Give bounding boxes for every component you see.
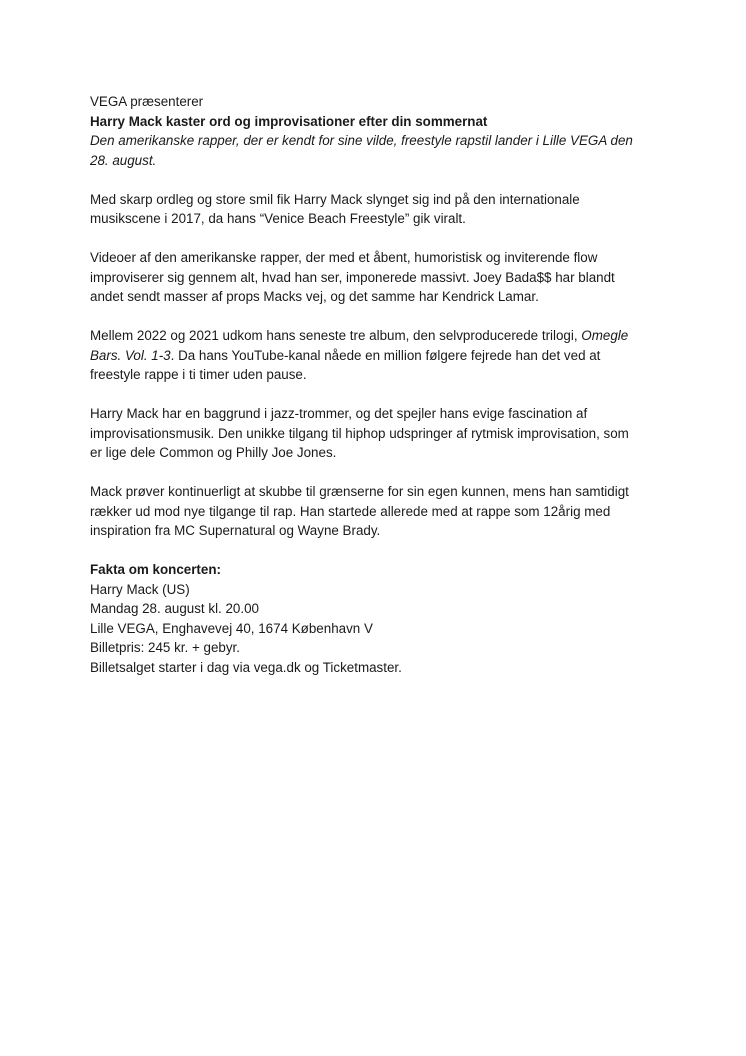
paragraph-4-line-1: Harry Mack har en baggrund i jazz-trommer, og det spejler hans evige fascination af [90, 406, 588, 421]
facts-date: Mandag 28. august kl. 20.00 [90, 601, 259, 616]
paragraph-4 [90, 404, 665, 463]
paragraph-3-line-1 [90, 326, 665, 346]
subheadline-line-1: Den amerikanske rapper, der er kendt for sine vilde, freestyle rapstil lander i Lille VEGA den [90, 133, 633, 148]
paragraph-4-line-2: improvisationsmusik. Den unikke tilgang til hiphop udspringer af rytmisk improvisation, som [90, 425, 629, 441]
presenter-line: VEGA præsenterer [90, 94, 204, 109]
paragraph-4-line-3: er lige dele Common og Philly Joe Jones. [90, 445, 337, 460]
paragraph-2-line-3: andet sendt masser af props Macks vej, og det samme har Kendrick Lamar. [90, 289, 539, 304]
paragraph-3-line-2 [90, 346, 665, 366]
paragraph-5 [90, 482, 665, 541]
paragraph-3 [90, 326, 665, 385]
paragraph-2-line-2: improviserer sig gennem alt, hvad han ser, imponerede massivt. Joey Bada$$ har blandt [90, 269, 615, 285]
facts-heading: Fakta om koncerten: [90, 562, 221, 577]
facts-ticket-sale: Billetsalget starter i dag via vega.dk og Ticketmaster. [90, 659, 402, 675]
paragraph-3-line-2-text: . Da hans YouTube-kanal nåede en million følgere fejrede han det ved at [170, 347, 601, 363]
press-release-document [90, 92, 665, 677]
paragraph-5-line-3: inspiration fra MC Supernatural og Wayne Brady. [90, 523, 381, 538]
paragraph-2-line-1: Videoer af den amerikanske rapper, der med et åbent, humoristisk og inviterende flow [90, 250, 598, 265]
paragraph-3-line-3: freestyle rappe i ti timer uden pause. [90, 367, 307, 382]
facts-artist: Harry Mack (US) [90, 581, 190, 597]
paragraph-5-line-2: rækker ud mod nye tilgange til rap. Han startede allerede med at rappe som 12årig med [90, 503, 611, 519]
paragraph-5-line-1: Mack prøver kontinuerligt at skubbe til grænserne for sin egen kunnen, mens han samtidigt [90, 484, 629, 499]
paragraph-2 [90, 248, 665, 307]
subheadline-line-2: 28. august. [90, 152, 157, 168]
facts-venue: Lille VEGA, Enghavevej 40, 1674 København V [90, 620, 373, 636]
paragraph-1-line-2: musikscene i 2017, da hans “Venice Beach Freestyle” gik viralt. [90, 211, 466, 226]
paragraph-1-line-1: Med skarp ordleg og store smil fik Harry Mack slynget sig ind på den internationale [90, 191, 580, 207]
header-block [90, 92, 665, 170]
headline: Harry Mack kaster ord og improvisationer efter din sommernat [90, 113, 488, 129]
facts-price: Billetpris: 245 kr. + gebyr. [90, 640, 240, 655]
paragraph-1 [90, 190, 665, 229]
album-title-part-2: Bars. Vol. 1-3 [90, 347, 171, 363]
album-title-part-1: Omegle [581, 328, 629, 343]
facts-block [90, 560, 665, 677]
paragraph-3-line-1-text: Mellem 2022 og 2021 udkom hans seneste tre album, den selvproducerede trilogi, [90, 328, 582, 343]
